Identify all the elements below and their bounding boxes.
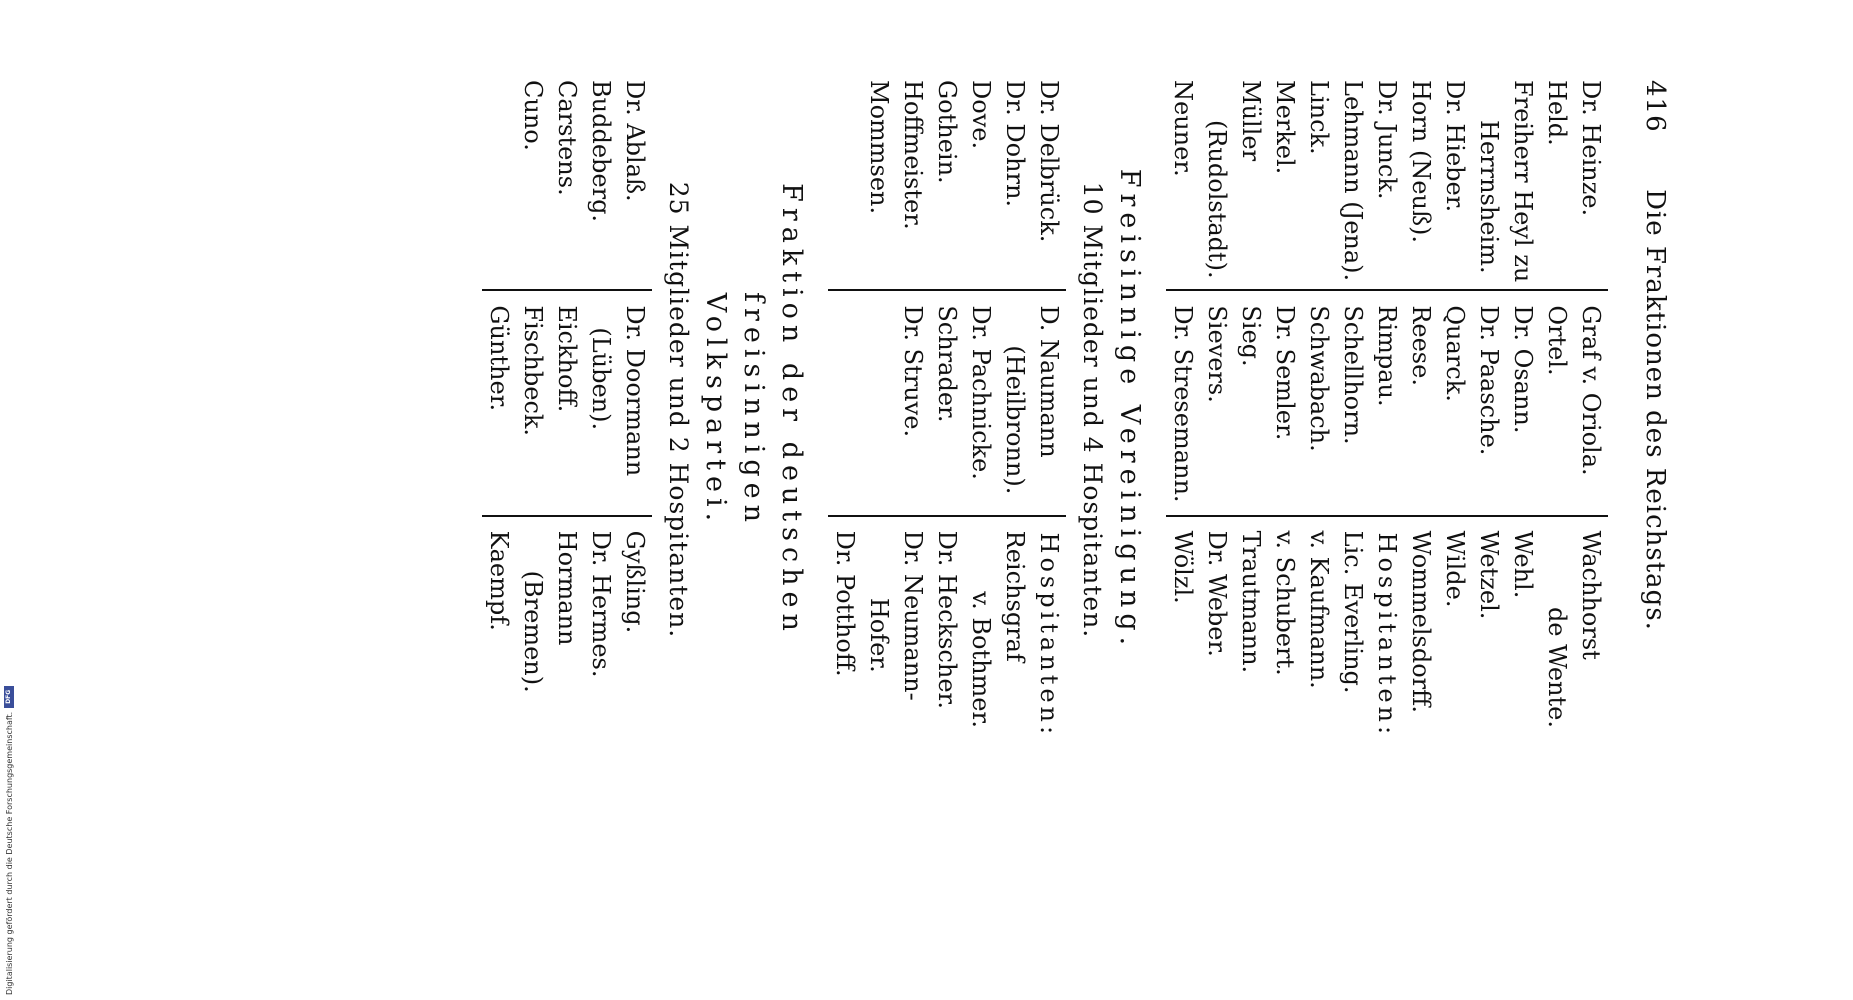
list-item: Schellhorn.: [1339, 305, 1367, 445]
hospitanten-heading: Hospitanten:: [1035, 532, 1063, 739]
list-item: Gothein.: [933, 80, 961, 184]
list-item: Lic. Everling.: [1339, 530, 1367, 694]
list-item: Trautmann.: [1237, 530, 1265, 674]
page-header: [1630, 80, 1670, 740]
list-item: Held.: [1543, 80, 1571, 146]
list-item: Ortel.: [1543, 305, 1571, 376]
list-item: Lehmann (Jena).: [1339, 80, 1367, 282]
list-item: v. Kaufmann.: [1305, 530, 1333, 689]
list-item: Dr. Hermes.: [587, 530, 615, 678]
list-item: v. Bothmer.: [967, 591, 995, 728]
list-item: Dr. Paasche.: [1475, 305, 1503, 456]
section-title-line1: Fraktion der deutschen freisinnigen: [738, 183, 807, 637]
hospitanten-heading: Hospitanten:: [1373, 532, 1401, 739]
section-freisinnige-vereinigung: [828, 80, 1148, 740]
list-item: Dr. Heinze.: [1577, 80, 1605, 217]
list-item: Wachhorst: [1577, 530, 1605, 660]
list-item: Sievers.: [1203, 305, 1231, 403]
list-item: D. Naumann: [1035, 305, 1063, 458]
list-item: Hoffmeister.: [899, 80, 927, 230]
credit-text: Digitalisierung gefördert durch die Deutsche Forschungsgemeinschaft.: [4, 711, 14, 995]
section-title-line2: Volkspartei.: [700, 292, 731, 528]
document-page: [230, 80, 1670, 740]
column-1: [1166, 80, 1608, 289]
column-3: [482, 515, 652, 740]
column-3: [828, 515, 1066, 740]
list-item: Horn (Neuß).: [1407, 80, 1435, 243]
list-item: Freiherr Heyl zu: [1509, 80, 1537, 283]
member-table-continued: [1166, 80, 1608, 740]
list-item: Günther.: [485, 305, 513, 412]
column-3: [1166, 515, 1608, 740]
list-item: Gyßling.: [621, 530, 649, 634]
column-2: [482, 289, 652, 514]
list-item: de Wente.: [1543, 606, 1571, 728]
list-item: Reese.: [1407, 305, 1435, 386]
list-item: Mommsen.: [865, 80, 893, 215]
list-item: Dr. Osann.: [1509, 305, 1537, 434]
page-number: 416: [1640, 80, 1670, 133]
list-item: Dr. Doormann: [621, 305, 649, 477]
list-item: Müller: [1237, 80, 1265, 162]
list-item: Hofer.: [865, 597, 893, 673]
list-item: Wommelsdorff.: [1407, 530, 1435, 713]
column-2: [828, 289, 1066, 514]
list-item: Merkel.: [1271, 80, 1299, 175]
list-item: Dove.: [967, 80, 995, 150]
list-item: (Rudolstadt).: [1203, 120, 1231, 279]
list-item: Sieg.: [1237, 305, 1265, 367]
list-item: v. Schubert.: [1271, 530, 1299, 676]
list-item: Dr. Semler.: [1271, 305, 1299, 441]
list-item: Quarck.: [1441, 305, 1469, 402]
list-item: Dr. Pachnicke.: [967, 305, 995, 480]
list-item: Dr. Struve.: [899, 305, 927, 438]
section-subtitle: 25 Mitglieder und 2 Hospitanten.: [664, 181, 693, 639]
section-freisinnige-volkspartei: [482, 80, 810, 740]
list-item: Cuno.: [519, 80, 547, 151]
list-item: Rimpau.: [1373, 305, 1401, 407]
list-item: Dr. Hieber.: [1441, 80, 1469, 213]
list-item: Graf v. Oriola.: [1577, 305, 1605, 476]
list-item: Buddeberg.: [587, 80, 615, 223]
list-item: Wölzl.: [1169, 530, 1197, 604]
list-item: Hormann: [553, 530, 581, 646]
digitization-credit: [4, 575, 14, 995]
list-item: Dr. Dohrn.: [1001, 80, 1029, 208]
list-item: Herrnsheim.: [1475, 120, 1503, 274]
list-item: Eickhoff.: [553, 305, 581, 413]
list-item: Dr. Potthoff.: [831, 530, 859, 677]
column-1: [828, 80, 1066, 289]
list-item: Dr. Junck.: [1373, 80, 1401, 200]
list-item: Schwabach.: [1305, 305, 1333, 452]
list-item: Fischbeck.: [519, 305, 547, 437]
list-item: Dr. Neumann-: [899, 530, 927, 701]
list-item: (Lüben).: [587, 327, 615, 431]
section-subtitle: 10 Mitglieder und 4 Hospitanten.: [1078, 181, 1107, 639]
column-1: [482, 80, 652, 289]
list-item: Wetzel.: [1475, 530, 1503, 620]
running-head: Die Fraktionen des Reichstags.: [1640, 189, 1670, 631]
list-item: Kaempf.: [485, 530, 513, 631]
list-item: (Heilbronn).: [1001, 345, 1029, 495]
list-item: Schrader.: [933, 305, 961, 423]
list-item: Wilde.: [1441, 530, 1469, 608]
list-item: (Bremen).: [519, 570, 547, 693]
list-item: Reichsgraf: [1001, 530, 1029, 662]
list-item: Carstens.: [553, 80, 581, 196]
list-item: Linck.: [1305, 80, 1333, 155]
list-item: Dr. Delbrück.: [1035, 80, 1063, 243]
dfg-logo-icon: DFG: [4, 686, 14, 708]
list-item: Dr. Stresemann.: [1169, 305, 1197, 503]
list-item: Dr. Ablaß.: [621, 80, 649, 202]
list-item: Wehl.: [1509, 530, 1537, 599]
list-item: Dr. Weber.: [1203, 530, 1231, 657]
column-2: [1166, 289, 1608, 514]
section-title: Freisinnige Vereinigung.: [1114, 168, 1145, 652]
list-item: Dr. Heckscher.: [933, 530, 961, 709]
list-item: Neuner.: [1169, 80, 1197, 177]
